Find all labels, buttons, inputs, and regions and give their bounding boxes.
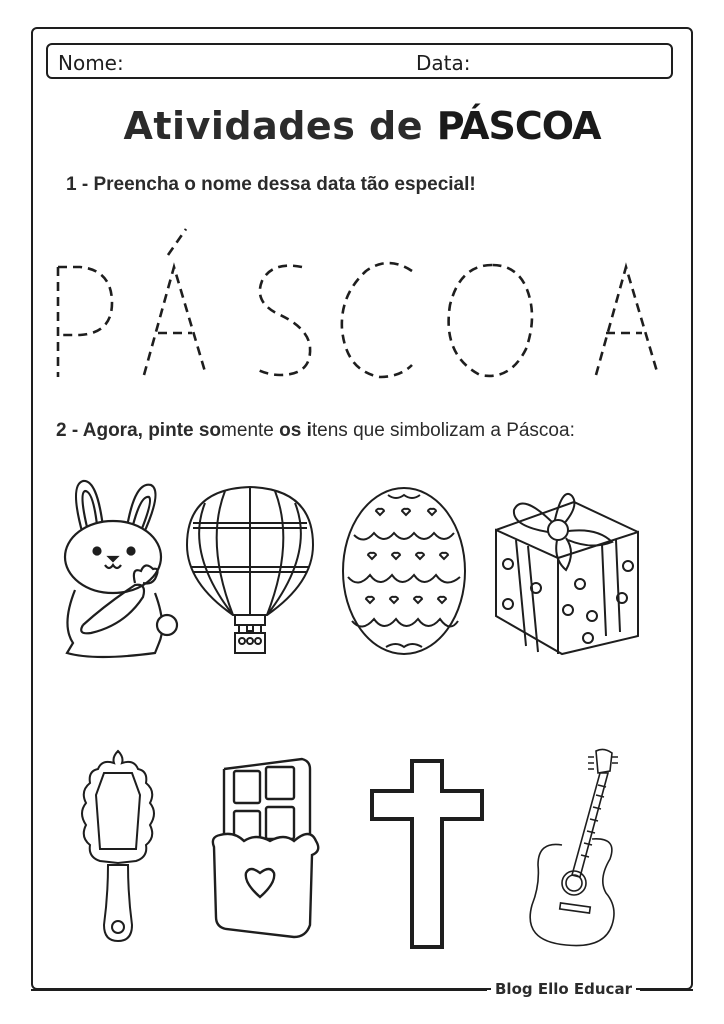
question-1: 1 - Preencha o nome dessa data tão especial! <box>66 174 476 195</box>
tracing-word-pascoa <box>40 225 680 385</box>
cross-icon <box>368 757 486 951</box>
hand-mirror-icon[interactable] <box>78 745 158 945</box>
title-prefix: Atividades de <box>123 104 424 148</box>
footer-brand: Blog Ello Educar <box>491 980 636 998</box>
bunny-icon[interactable] <box>55 475 180 660</box>
footer <box>0 978 724 1008</box>
date-label: Data: <box>416 51 471 75</box>
chocolate-bar-icon[interactable] <box>210 755 320 945</box>
footer-line-right <box>640 989 693 991</box>
footer-line-left <box>31 989 487 991</box>
name-date-box <box>46 43 673 79</box>
gift-box-icon[interactable] <box>492 486 642 656</box>
hot-air-balloon-icon[interactable] <box>185 483 315 658</box>
q2-bold-2: os i <box>279 420 312 441</box>
easter-egg-icon[interactable] <box>340 485 468 657</box>
q2-part-2: mente <box>221 420 280 441</box>
name-label: Nome: <box>58 51 124 75</box>
question-2 <box>56 420 575 442</box>
q2-part-3: tens que simbolizam a Páscoa: <box>311 420 575 441</box>
guitar-icon[interactable] <box>518 745 638 950</box>
page-title <box>0 104 724 148</box>
q2-bold-1: 2 - Agora, pinte so <box>56 420 222 441</box>
title-logo: PÁSCOA <box>436 104 601 148</box>
